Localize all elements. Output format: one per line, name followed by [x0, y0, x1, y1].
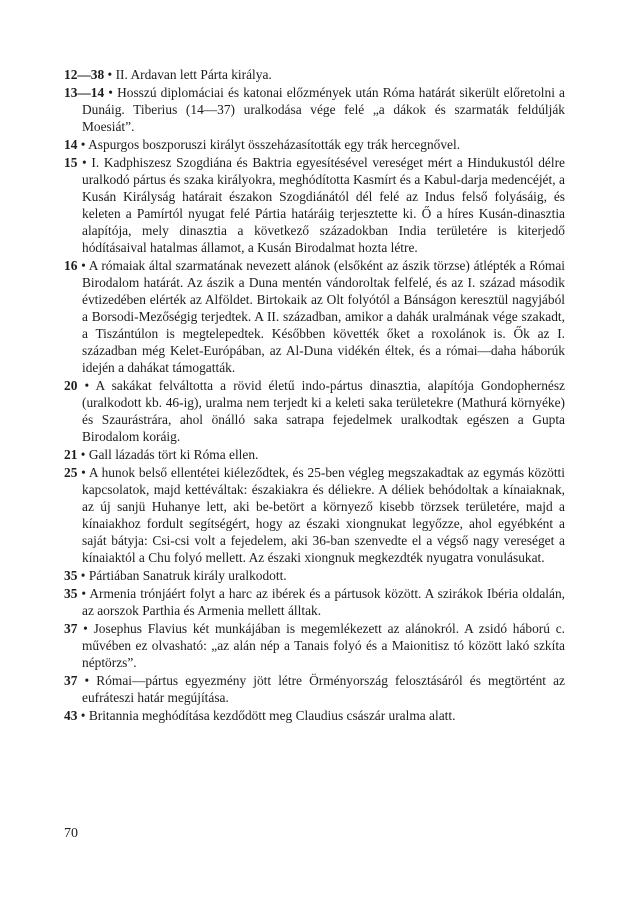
- bullet: •: [107, 67, 113, 82]
- entry-year: 37: [64, 621, 78, 636]
- entry-year: 15: [64, 155, 78, 170]
- entry-year: 14: [64, 137, 78, 152]
- chronology-entry: [64, 672, 565, 706]
- chronology-entry: [64, 620, 565, 671]
- page-number: 70: [64, 826, 78, 841]
- entry-year: 37: [64, 673, 78, 688]
- bullet: •: [80, 137, 86, 152]
- bullet: •: [83, 621, 88, 636]
- entry-year: 25: [64, 465, 78, 480]
- bullet: •: [80, 447, 86, 462]
- entry-text: Armenia trónjáért folyt a harc az ibérek és a pártusok között. A szirákok Ibéria oldalán, az aorszok Parthia és Armenia mellett álltak.: [82, 586, 565, 618]
- chronology-entry: [64, 464, 565, 566]
- bullet: •: [84, 673, 90, 688]
- bullet: •: [81, 465, 86, 480]
- entry-year: 43: [64, 708, 78, 723]
- entry-year: 35: [64, 568, 78, 583]
- entry-year: 35: [64, 586, 78, 601]
- chronology-entry: [64, 257, 565, 376]
- entry-year: 16: [64, 258, 78, 273]
- chronology-entry: [64, 136, 565, 153]
- bullet: •: [80, 568, 86, 583]
- bullet: •: [81, 586, 87, 601]
- chronology-entry: [64, 585, 565, 619]
- entry-text: II. Ardavan lett Párta királya.: [115, 67, 272, 82]
- chronology-entry: [64, 154, 565, 256]
- entry-text: Aspurgos boszporuszi királyt összeházasították egy trák hercegnővel.: [88, 137, 461, 152]
- entry-year: 13—14: [64, 85, 105, 100]
- entry-text: Britannia meghódítása kezdődött meg Claudius császár uralma alatt.: [88, 708, 456, 723]
- entry-text: I. Kadphiszesz Szogdiána és Baktria egyesítésével vereséget mért a Hindukustól délre uralkodó pártus és szaka királyokra, meghódította Kasmírt és a Kabul-darja medencéjét, a Kusán Királyság határait északon Szogdiánától dél felé az Indus felső folyásáig, és keleten a Pamírtól nyugat felé Pártia határáig terjesztette ki. Ő a híres Kusán-dinasztia alapítója, mely dinasztia a következő századokban India területére is kiterjedő hódításaival hatalmas államot, a Kusán Birodalmat hozta létre.: [82, 155, 565, 255]
- chronology-entry: [64, 66, 565, 83]
- entry-year: 21: [64, 447, 78, 462]
- entry-text: Hosszú diplomáciai és katonai előzmények után Róma határát sikerült előretolni a Dunáig. Tiberius (14—37) uralkodása vége felé „a dákok és szarmaták feldúlják Moesiát”.: [82, 85, 565, 134]
- entry-text: A sakákat felváltotta a rövid életű indo-pártus dinasztia, alapítója Gondophernész (uralkodott kb. 46-ig), uralma nem terjedt ki a keleti saka területekre (Mathurá környéke) és Szaurástrára, ahol önálló saka satrapa fejedelmek uralkodtak egészen a Gupta Birodalom koráig.: [82, 378, 566, 444]
- entry-text: Josephus Flavius két munkájában is megemlékezett az alánokról. A zsidó háború c. művében ez olvasható: „az alán nép a Tanais folyó és a Maionitisz tó között lakó szkíta néptörzs”.: [82, 621, 565, 670]
- chronology-entry: [64, 707, 565, 724]
- bullet: •: [80, 708, 86, 723]
- bullet: •: [84, 378, 90, 393]
- entry-text: A hunok belső ellentétei kiéleződtek, és 25-ben végleg megszakadtak az egymás közötti kapcsolatok, majd kettéváltak: északiakra és déliekre. A déliek behódoltak a kínaiaknak, az új sanjü Huhanye lett, aki be-betört a környező kisebb törzsek területére, majd a kínaiakhoz fordult segítségért, hogy az északi xiongnukat legyőzze, ahol egyébként a saját bátyja: Csi-csi volt a fejedelem, aki 36-ban szenvedte el a végső nagy vereséget a kínaiaktól a Chu folyó mellett. Az északi xiongnuk megkezdték nyugatra vonulásukat.: [82, 465, 565, 565]
- entry-year: 20: [64, 378, 78, 393]
- chronology-entry: [64, 567, 565, 584]
- entry-text: Római—pártus egyezmény jött létre Örményország felosztásáról és megtörtént az eufráteszi határ megújítása.: [82, 673, 565, 705]
- entry-text: Pártiában Sanatruk király uralkodott.: [88, 568, 287, 583]
- entry-text: Gall lázadás tört ki Róma ellen.: [88, 447, 259, 462]
- chronology-entry: [64, 84, 565, 135]
- bullet: •: [81, 258, 86, 273]
- bullet: •: [108, 85, 113, 100]
- chronology-entry: [64, 377, 565, 445]
- bullet: •: [82, 155, 87, 170]
- chronology-text: [64, 66, 565, 725]
- entry-text: A rómaiak által szarmatának nevezett alánok (elsőként az ászik törzse) átlépték a Római Birodalom határát. Az ászik a Duna mentén vándoroltak felfelé, és az I. század második évtizedében elérték az Alföldet. Birtokaik az Olt folyótól a Bánságon keresztül nagyjából a Borsodi-Mezőségig terjedtek. A II. században, amikor a dahák uralmának vége szakadt, a Tiszántúlon is megtelepedtek. Későbben követték őket a roxolánok is. Ők az I. században még Kelet-Európában, az Al-Duna vidékén éltek, és a római—daha háborúk idején a dahákat támogatták.: [82, 258, 565, 375]
- entry-year: 12—38: [64, 67, 105, 82]
- chronology-entry: [64, 446, 565, 463]
